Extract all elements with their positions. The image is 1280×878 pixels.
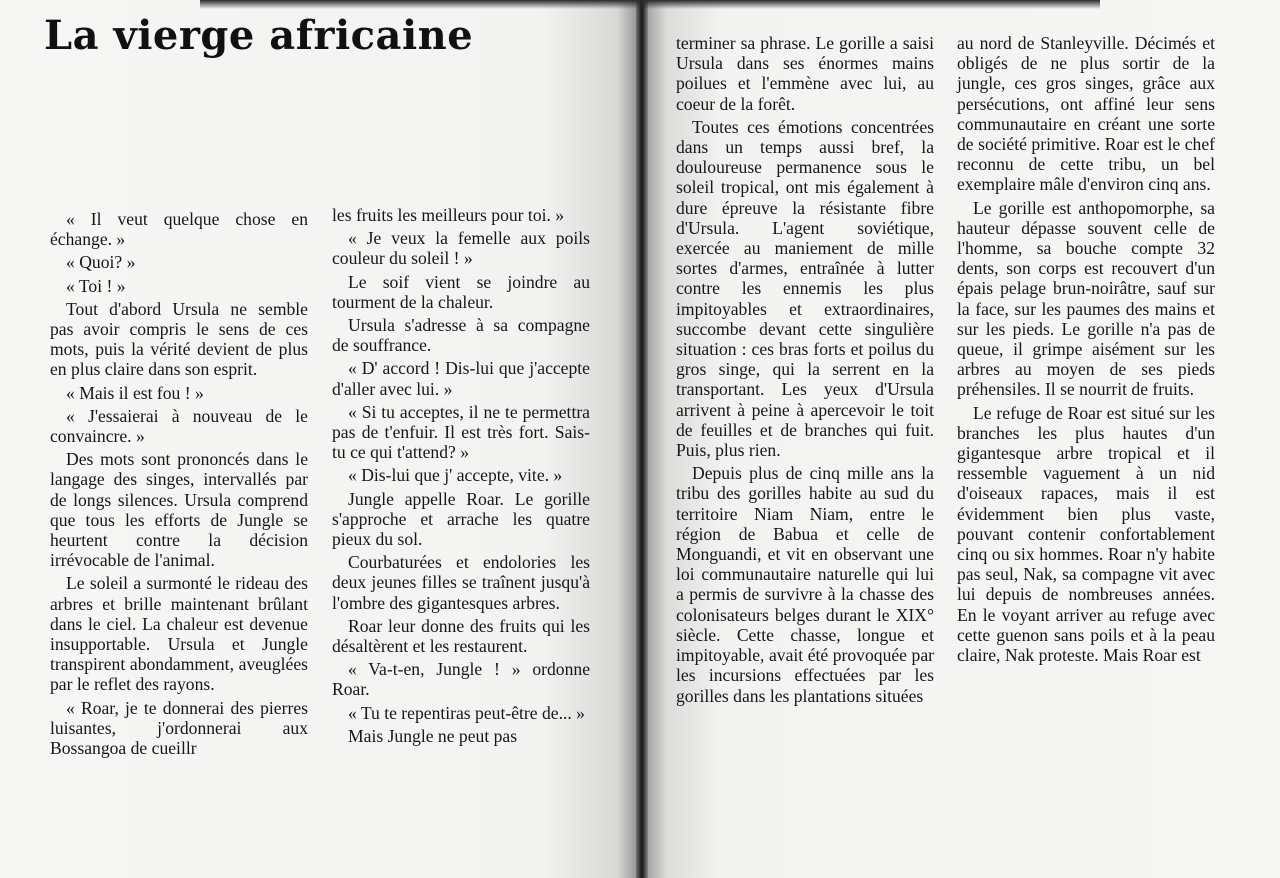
paragraph: « Quoi? » — [66, 252, 136, 273]
paragraph: Mais Jungle ne peut pas — [348, 725, 518, 746]
paragraph: Roar leur donne des fruits qui les désaltèrent et les restaurent. — [332, 615, 590, 657]
paragraph: « Je veux la femelle aux poils couleur du soleil ! » — [332, 228, 590, 269]
paragraph: « Va-t-en, Jungle ! » ordonne Roar. — [332, 659, 590, 700]
paragraph: Le soleil a surmonté le rideau des arbres et brille maintenant brûlant dans le ciel. La chaleur est devenue insupportable. Ursula et Jungle transpirent abondamment, aveuglées par le reflet des rayons. — [50, 573, 308, 695]
paragraph: Jungle appelle Roar. Le gorille s'approche et arrache les quatre pieux du sol. — [332, 488, 590, 550]
paragraph: « Si tu acceptes, il ne te permettra pas de t'enfuir. Il est très fort. Sais-tu ce qui t'attend? » — [332, 401, 590, 463]
text-column-4 — [957, 33, 1215, 668]
paragraph: Le gorille est anthopomorphe, sa hauteur dépasse souvent celle de l'homme, sa bouche compte 32 dents, son corps est recouvert d'un épais pelage brun-noirâtre, sauf sur la face, sur les paumes des mains et sur les pieds. Le gorille n'a pas de queue, il grimpe aisément sur les arbres au moyen de ses pieds préhensiles. Il se nourrit de fruits. — [957, 197, 1215, 400]
scan-shadow — [200, 0, 1100, 9]
paragraph: au nord de Stanleyville. Décimés et obligés de ne plus sortir de la jungle, ces gros singes, grâce aux persécutions, ont affiné leur sens communautaire en créant une sorte de société primitive. Roar est le chef reconnu de cette tribu, un bel exemplaire mâle d'environ cinq ans. — [957, 33, 1215, 195]
paragraph: terminer sa phrase. Le gorille a saisi Ursula dans ses énormes mains poilues et l'emmène avec lui, au coeur de la forêt. — [676, 33, 934, 114]
paragraph: Tout d'abord Ursula ne semble pas avoir compris le sens de ces mots, puis la vérité devient de plus en plus claire dans son esprit. — [50, 298, 308, 380]
text-column-1 — [50, 209, 308, 761]
paragraph: Courbaturées et endolories les deux jeunes filles se traînent jusqu'à l'ombre des gigantesques arbres. — [332, 552, 590, 613]
paragraph: Ursula s'adresse à sa compagne de souffrance. — [332, 315, 590, 356]
paragraph: « Toi ! » — [66, 275, 126, 296]
paragraph: Le soif vient se joindre au tourment de la chaleur. — [332, 271, 590, 312]
text-column-2 — [332, 205, 590, 749]
article-title: La vierge africaine — [44, 12, 474, 59]
paragraph: « J'essaierai à nouveau de le convaincre. » — [50, 405, 308, 447]
paragraph: les fruits les meilleurs pour toi. » — [332, 205, 565, 225]
book-gutter — [636, 0, 648, 878]
paragraph: « Tu te repentiras peut-être de... » — [348, 702, 585, 723]
paragraph: Toutes ces émotions concentrées dans un temps aussi bref, la douloureuse permanence sous le soleil tropical, ont mis également à dure épreuve la résistante fibre d'Ursula. L'agent soviétique, exercée au maniement de mille sortes d'armes, entraînée à lutter contre les ennemis les plus impitoyables et extraordinaires, succombe devant cette singulière situation : ces bras forts et poilus du gros singe, qui la serrent en la transportant. Les yeux d'Ursula arrivent à peine à apercevoir le toit de feuilles et de branches qui fuit. Puis, plus rien. — [676, 116, 934, 461]
text-column-3 — [676, 33, 934, 709]
paragraph: « Dis-lui que j' accepte, vite. » — [348, 465, 563, 486]
paragraph: « Il veut quelque chose en échange. » — [50, 209, 308, 250]
paragraph: Le refuge de Roar est situé sur les branches les plus hautes d'un gigantesque arbre tropical et il ressemble vaguement à un nid d'oiseaux rapaces, mais il est évidemment bien plus vaste, pouvant contenir confortablement cinq ou six hommes. Roar n'y habite pas seul, Nak, sa compagne vit avec lui depuis de nombreuses années. En le voyant arriver au refuge avec cette guenon sans poils et à la peau claire, Nak proteste. Mais Roar est — [957, 402, 1215, 666]
paragraph: « Roar, je te donnerai des pierres luisantes, j'ordonnerai aux Bossangoa de cueillr — [50, 697, 308, 759]
paragraph: Depuis plus de cinq mille ans la tribu des gorilles habite au sud du territoire Niam Niam, entre le région de Babua et celle de Monguandi, et vit en observant une loi communautaire naturelle qui lui a permis de survivre à la chasse des colonisateurs belges durant le XIX° siècle. Cette chasse, longue et impitoyable, avait été provoquée par les incursions effectuées par les gorilles dans les plantations situées — [676, 463, 934, 706]
paragraph: Des mots sont prononcés dans le langage des singes, intervallés par de longs silences. Ursula comprend que tous les efforts de Jungle se heurtent contre la décision irrévocable de l'animal. — [50, 449, 308, 571]
paragraph: « Mais il est fou ! » — [66, 382, 204, 403]
paragraph: « D' accord ! Dis-lui que j'accepte d'aller avec lui. » — [332, 358, 590, 399]
